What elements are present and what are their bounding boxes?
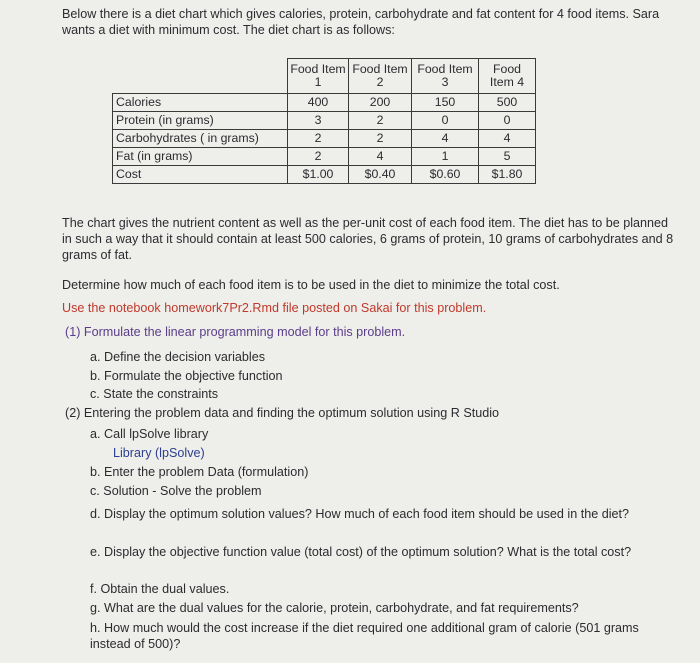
question-1c: c. State the constraints bbox=[90, 387, 219, 401]
question-2h: h. How much would the cost increase if the diet required one additional gram of calorie (501 grams instead of 500)? bbox=[90, 621, 639, 651]
table-row bbox=[113, 148, 536, 166]
question-2c: c. Solution - Solve the problem bbox=[90, 484, 262, 498]
table-header-row bbox=[113, 59, 536, 94]
table-cell: $1.00 bbox=[288, 166, 349, 184]
table-cell: $1.80 bbox=[479, 166, 536, 184]
table-cell: 0 bbox=[479, 112, 536, 130]
table-cell: 200 bbox=[349, 94, 412, 112]
row-label: Calories bbox=[113, 94, 288, 112]
table-cell: $0.40 bbox=[349, 166, 412, 184]
row-label: Cost bbox=[113, 166, 288, 184]
code-line: Library (lpSolve) bbox=[113, 446, 205, 460]
table-header: Food Item 1 bbox=[288, 59, 349, 94]
question-2-title: (2) Entering the problem data and finding the optimum solution using R Studio bbox=[65, 406, 500, 420]
row-label: Carbohydrates ( in grams) bbox=[113, 130, 288, 148]
row-label: Protein (in grams) bbox=[113, 112, 288, 130]
question-2d: d. Display the optimum solution values? How much of each food item should be used in the diet? bbox=[90, 507, 630, 521]
row-label: Fat (in grams) bbox=[113, 148, 288, 166]
question-2a: a. Call lpSolve library bbox=[90, 427, 209, 441]
question-2f: f. Obtain the dual values. bbox=[90, 582, 230, 596]
question-1b: b. Formulate the objective function bbox=[90, 369, 283, 383]
table-header: Food Item 3 bbox=[412, 59, 479, 94]
table-cell: 0 bbox=[412, 112, 479, 130]
table-row bbox=[113, 112, 536, 130]
question-2e: e. Display the objective function value (total cost) of the optimum solution? What is the total cost? bbox=[90, 545, 632, 559]
table-cell: 400 bbox=[288, 94, 349, 112]
table-cell: 4 bbox=[412, 130, 479, 148]
notebook-instruction: Use the notebook homework7Pr2.Rmd file posted on Sakai for this problem. bbox=[62, 301, 487, 315]
description-paragraph: The chart gives the nutrient content as well as the per-unit cost of each food item. The diet has to be planned in such a way that it should contain at least 500 calories, 6 grams of protein, 10 grams of carbohydrates and 8 grams of fat. bbox=[62, 216, 674, 262]
table-cell: 150 bbox=[412, 94, 479, 112]
table-cell: 2 bbox=[349, 130, 412, 148]
table-cell: 5 bbox=[479, 148, 536, 166]
table-row bbox=[113, 94, 536, 112]
table-cell: 4 bbox=[479, 130, 536, 148]
table-cell: 2 bbox=[288, 148, 349, 166]
question-1-title: (1) Formulate the linear programming model for this problem. bbox=[65, 325, 406, 339]
table-cell: 500 bbox=[479, 94, 536, 112]
table-cell: 3 bbox=[288, 112, 349, 130]
diet-chart-table bbox=[112, 58, 536, 184]
table-row bbox=[113, 166, 536, 184]
table-row bbox=[113, 130, 536, 148]
question-1a: a. Define the decision variables bbox=[90, 350, 266, 364]
intro-text: Below there is a diet chart which gives calories, protein, carbohydrate and fat content for 4 food items. Sara wants a diet with minimum cost. The diet chart is as follows: bbox=[62, 7, 660, 37]
table-cell: 1 bbox=[412, 148, 479, 166]
task-paragraph: Determine how much of each food item is to be used in the diet to minimize the total cost. bbox=[62, 278, 560, 292]
table-cell: 2 bbox=[349, 112, 412, 130]
table-header: Food Item 2 bbox=[349, 59, 412, 94]
question-2b: b. Enter the problem Data (formulation) bbox=[90, 465, 309, 479]
question-2g: g. What are the dual values for the calorie, protein, carbohydrate, and fat requirements? bbox=[90, 601, 579, 615]
table-cell: 2 bbox=[288, 130, 349, 148]
table-cell: $0.60 bbox=[412, 166, 479, 184]
table-cell: 4 bbox=[349, 148, 412, 166]
table-header: Food Item 4 bbox=[479, 59, 536, 94]
